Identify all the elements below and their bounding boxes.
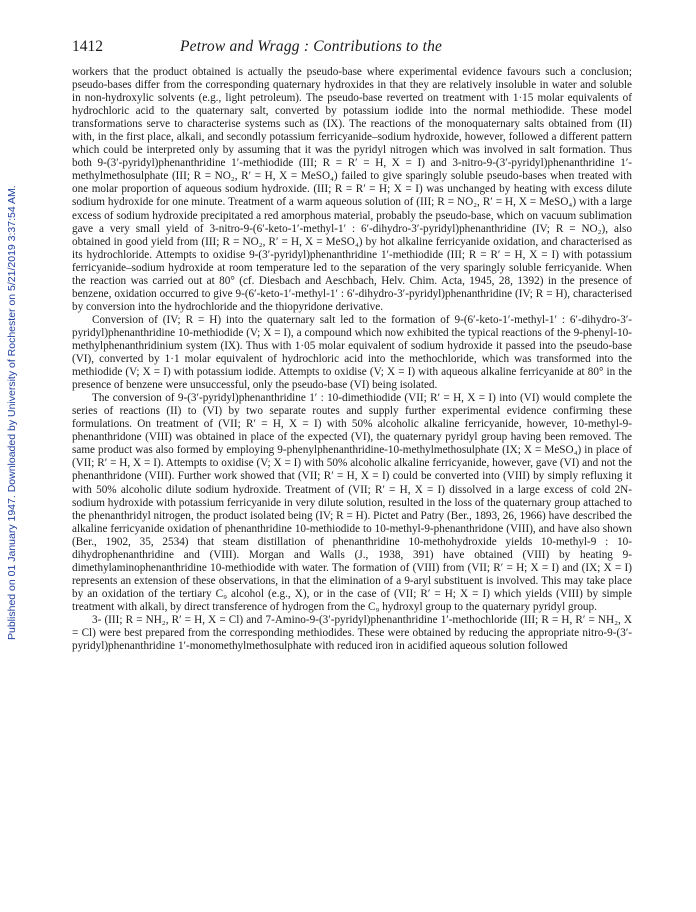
- running-title: Petrow and Wragg : Contributions to the: [180, 38, 443, 55]
- download-watermark-text: Published on 01 January 1947. Downloaded by University of Rochester on 5/21/2019 3:37:54 AM.: [6, 185, 18, 640]
- paragraph-4: 3- (III; R = NH₂, R′ = H, X = Cl) and 7-Amino-9-(3′-pyridyl)phenanthridine 1′-methochloride (III; R = H, R′ = NH₂, X = Cl) were best prepared from the corresponding methiodides. These were obtained by reducing the appropriate nitro-9-(3′-pyridyl)phenanthridine 1′-monomethylmethosulphate with reduced iron in acidified aqueous solution followed: [72, 613, 632, 653]
- download-watermark: [6, 0, 20, 912]
- article-body: [72, 66, 632, 653]
- page-header: [72, 38, 632, 58]
- page-number: 1412: [72, 38, 103, 55]
- paragraph-1: workers that the product obtained is actually the pseudo-base where experimental evidence favours such a conclusion; pseudo-bases differ from the corresponding quaternary hydroxides in that they are relatively insoluble in water and soluble in non-hydroxylic solvents (e.g., light petroleum). The pseudo-base reverted on treatment with 1·15 molar equivalents of hydrochloric acid to the quaternary salt, converted by potassium iodide into the normal methiodide. These model transformations serve to characterise systems such as (IX). The reactions of the monoquaternary salts obtained from (II) with, in the first place, alkali, and secondly potassium ferricyanide–sodium hydroxide, however, followed a different pattern which could be interpreted only by assuming that it was the pyridyl nitrogen which was involved in salt formation. Thus both 9-(3′-pyridyl)phenanthridine 1′-methiodide (III; R = R′ = H, X = I) and 3-nitro-9-(3′-pyridyl)phenanthridine 1′-methylmethosulphate (III; R = NO₂, R′ = H, X = MeSO₄) failed to give sparingly soluble pseudo-bases when treated with one molar proportion of aqueous sodium hydroxide. (III; R = R′ = H; X = I) was unchanged by heating with excess dilute sodium hydroxide for one minute. Treatment of a warm aqueous solution of (III; R = NO₂, R′ = H, X = MeSO₄) with a large excess of sodium hydroxide precipitated a red amorphous material, probably the pseudo-base, which on vacuum sublimation gave a very small yield of 3-nitro-9-(6′-keto-1′-methyl-1′ : 6′-dihydro-3′-pyridyl)phenanthridine (IV; R = NO₂), also obtained in good yield from (III; R = NO₂, R′ = H, X = MeSO₄) by hot alkaline ferricyanide oxidation, and characterised as its hydrochloride. Attempts to oxidise 9-(3′-pyridyl)phenanthridine 1′-methiodide (III; R = R′ = H, X = I) with potassium ferricyanide–sodium hydroxide at room temperature led to the separation of the very sparingly soluble ferricyanide. When the reaction was carried out at 80° (cf. Diesbach and Aeschbach, Helv. Chim. Acta, 1945, 28, 1392) in the presence of benzene, oxidation occurred to give 9-(6′-keto-1′-methyl-1′ : 6′-dihydro-3′-pyridyl)phenanthridine (IV; R = H), characterised by conversion into the hydrochloride and the thiopyridone derivative.: [72, 66, 632, 313]
- paragraph-2: Conversion of (IV; R = H) into the quaternary salt led to the formation of 9-(6′-keto-1′-methyl-1′ : 6′-dihydro-3′-pyridyl)phenanthridine 10-methiodide (V; X = I), a compound which now exhibited the typical reactions of the 9-phenyl-10-methylphenanthridinium system (IX). Thus with 1·05 molar equivalent of sodium hydroxide it passed into the pseudo-base (VI), converted by 1·1 molar equivalent of hydrochloric acid into the methochloride, which was transformed into the methiodide (V; X = I) with potassium iodide. Attempts to oxidise (V; X = I) with aqueous alkaline ferricyanide at 80° in the presence of benzene were unsuccessful, only the pseudo-base (VI) being isolated.: [72, 313, 632, 392]
- paragraph-3: The conversion of 9-(3′-pyridyl)phenanthridine 1′ : 10-dimethiodide (VII; R′ = H, X = I) into (VI) would complete the series of reactions (II) to (VI) by two separate routes and supply further experimental evidence confirming these formulations. On treatment of (VII; R′ = H, X = I) with 50% alcoholic alkaline ferricyanide, however, 10-methyl-9-phenanthridone (VIII) was obtained in place of the expected (VI), the quaternary pyridyl group having been removed. The same product was also formed by employing 9-phenylphenanthridine-10-methylmethosulphate (IX; X = MeSO₄) in place of (VII; R′ = H, X = I). Attempts to oxidise (V; X = I) with 50% alcoholic alkaline ferricyanide, however, gave (VI) and not the phenanthridone (VIII). Further work showed that (VII; R′ = H, X = I) could be converted into (VIII) by simply refluxing it with 50% alcoholic dilute sodium hydroxide. Treatment of (VII; R′ = H, X = I) dissolved in a large excess of cold 2N-sodium hydroxide with potassium ferricyanide in very dilute solution, resulted in the loss of the quaternary group attached to the phenanthridyl nitrogen, the product isolated being (IV; R = H). Pictet and Patry (Ber., 1893, 26, 1966) have described the alkaline ferricyanide oxidation of phenanthridine 10-methiodide to 10-methyl-9-phenanthridone (VIII), and have also shown (Ber., 1902, 35, 2534) that steam distillation of phenanthridine 10-methohydroxide yields 10-methyl-9 : 10-dihydrophenanthridine and (VIII). Morgan and Walls (J., 1938, 391) have obtained (VIII) by heating 9-dimethylaminophenanthridine 10-methiodide with water. The formation of (VIII) from (VII; R′ = H; X = I) and (IX; X = I) represents an extension of these observations, in that the elimination of a 9-aryl substituent is involved. This may take place by an oxidation of the tertiary C₉ alcohol (e.g., X), or in the case of (VII; R′ = H; X = I) which yields (VIII) by simple treatment with alkali, by direct transference of hydrogen from the C₉ hydroxyl group to the quaternary pyridyl group.: [72, 392, 632, 613]
